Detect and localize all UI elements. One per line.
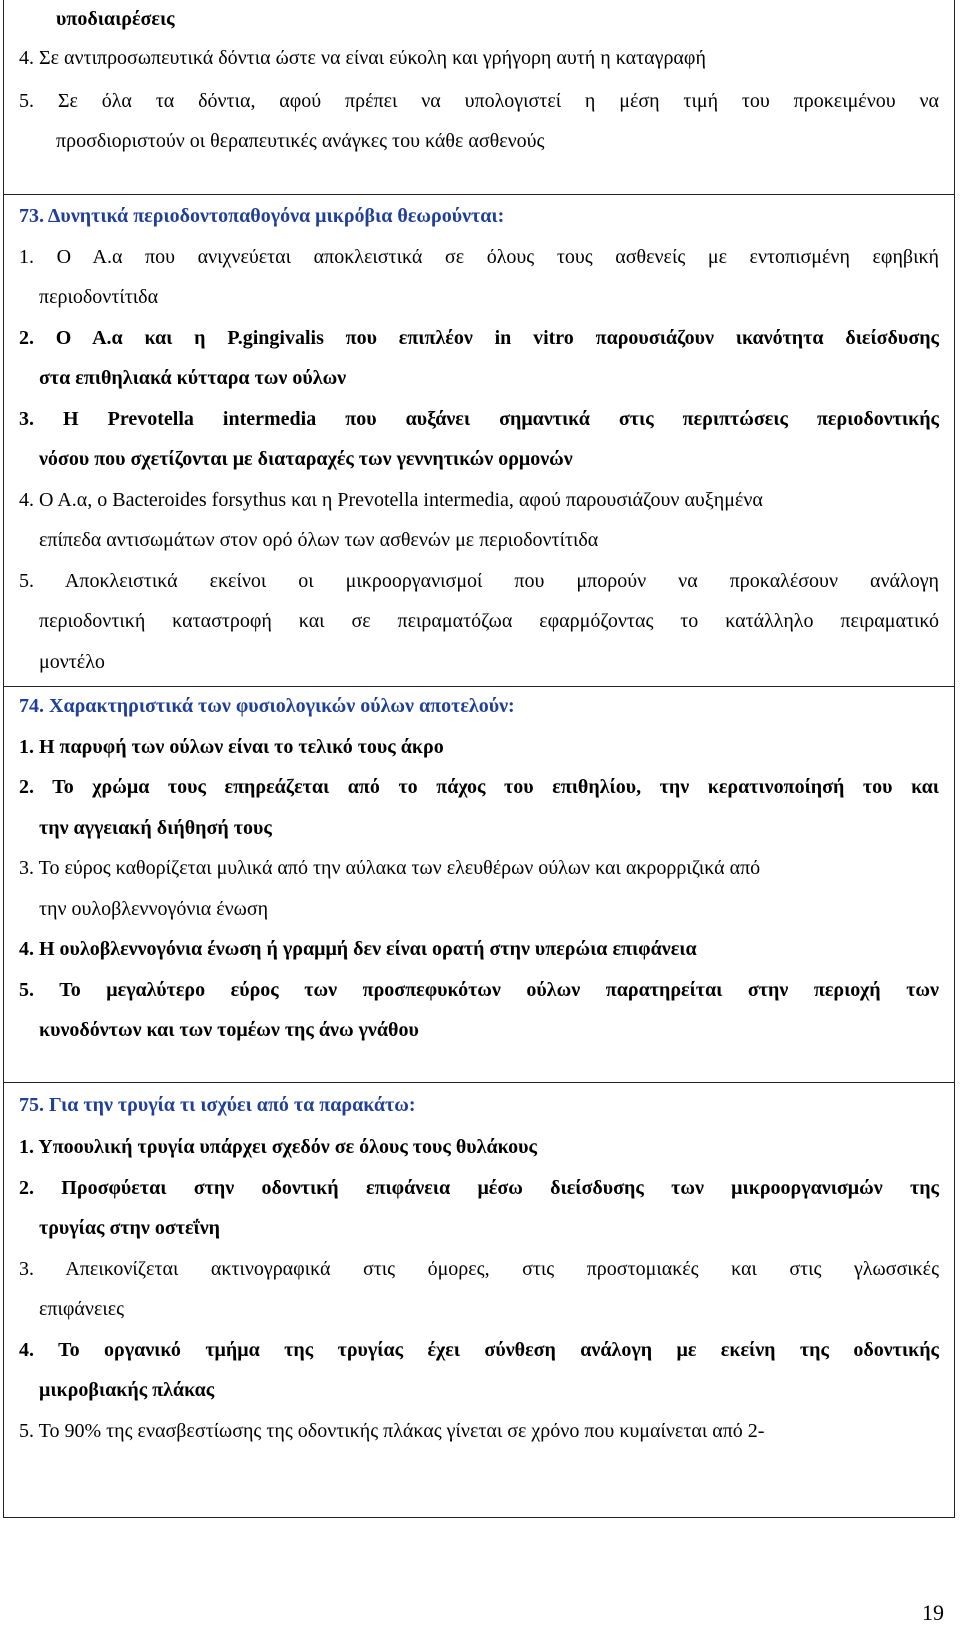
q74-option-5-cont: κυνοδόντων και των τομέων της άνω γνάθου [39, 1019, 419, 1041]
q73-option-2-cont: στα επιθηλιακά κύτταρα των ούλων [39, 367, 347, 389]
q72-line-0: υποδιαιρέσεις [56, 8, 175, 30]
q75-option-3: 3. Απεικονίζεται ακτινογραφικά στις όμορες, στις προστομιακές και στις γλωσσικές [19, 1258, 939, 1280]
q72-option-5: 5. Σε όλα τα δόντια, αφού πρέπει να υπολογιστεί η μέση τιμή του προκειμένου να [19, 90, 939, 112]
question-73 [4, 195, 954, 687]
q75-heading: 75. Για την τρυγία τι ισχύει από τα παρακάτω: [19, 1094, 416, 1116]
q73-option-5-cont: περιοδοντική καταστροφή και σε πειραματόζωα εφαρμόζοντας το κατάλληλο πειραματικό [39, 610, 939, 632]
q73-option-1-cont: περιοδοντίτιδα [39, 286, 159, 308]
q74-option-3-cont: την ουλοβλεννογόνια ένωση [39, 898, 269, 920]
question-74 [4, 687, 954, 1083]
q74-option-4: 4. Η ουλοβλεννογόνια ένωση ή γραμμή δεν είναι ορατή στην υπερώια επιφάνεια [19, 938, 697, 960]
question-table [3, 0, 955, 1518]
q73-option-5: 5. Αποκλειστικά εκείνοι οι μικροοργανισμοί που μπορούν να προκαλέσουν ανάλογη [19, 570, 939, 592]
q73-option-2: 2. Ο Α.α και η P.gingivalis που επιπλέον in vitro παρουσιάζουν ικανότητα διείσδυσης [19, 327, 939, 349]
q73-option-3: 3. Η Prevotella intermedia που αυξάνει σημαντικά στις περιπτώσεις περιοδοντικής [19, 408, 939, 430]
q75-option-4-cont: μικροβιακής πλάκας [39, 1379, 215, 1401]
q74-option-1: 1. Η παρυφή των ούλων είναι το τελικό τους άκρο [19, 736, 444, 758]
q74-heading: 74. Χαρακτηριστικά των φυσιολογικών ούλων αποτελούν: [19, 695, 515, 717]
q73-option-3-cont: νόσου που σχετίζονται με διαταραχές των γεννητικών ορμονών [39, 448, 573, 470]
q73-option-1: 1. Ο Α.α που ανιχνεύεται αποκλειστικά σε όλους τους ασθενείς με εντοπισμένη εφηβική [19, 246, 939, 268]
page-number: 19 [922, 1600, 944, 1625]
q74-option-3: 3. Το εύρος καθορίζεται μυλικά από την αύλακα των ελευθέρων ούλων και ακρορριζικά από [19, 857, 761, 879]
q75-option-3-cont: επιφάνειες [39, 1298, 125, 1320]
question-75 [4, 1083, 954, 1518]
q73-option-4-cont: επίπεδα αντισωμάτων στον ορό όλων των ασθενών με περιοδοντίτιδα [39, 529, 599, 551]
q74-option-2-cont: την αγγειακή διήθησή τους [39, 817, 272, 839]
q75-option-2: 2. Προσφύεται στην οδοντική επιφάνεια μέσω διείσδυσης των μικροοργανισμών της [19, 1177, 939, 1199]
q72-option-5-cont: προσδιοριστούν οι θεραπευτικές ανάγκες του κάθε ασθενούς [56, 130, 545, 152]
q75-option-5: 5. Το 90% της ενασβεστίωσης της οδοντικής πλάκας γίνεται σε χρόνο που κυμαίνεται από 2- [19, 1420, 765, 1442]
q73-option-5-cont-2: μοντέλο [39, 651, 105, 673]
q74-option-5: 5. Το μεγαλύτερο εύρος των προσπεφυκότων ούλων παρατηρείται στην περιοχή των [19, 979, 939, 1001]
q75-option-2-cont: τρυγίας στην οστεΐνη [39, 1217, 220, 1239]
q72-option-4: 4. Σε αντιπροσωπευτικά δόντια ώστε να είναι εύκολη και γρήγορη αυτή η καταγραφή [19, 47, 706, 69]
q75-option-1: 1. Υποουλική τρυγία υπάρχει σχεδόν σε όλους τους θυλάκους [19, 1136, 537, 1158]
q74-option-2: 2. Το χρώμα τους επηρεάζεται από το πάχος του επιθηλίου, την κερατινοποίησή του και [19, 776, 939, 798]
q73-heading: 73. Δυνητικά περιοδοντοπαθογόνα μικρόβια θεωρούνται: [19, 205, 505, 227]
q75-option-4: 4. Το οργανικό τμήμα της τρυγίας έχει σύνθεση ανάλογη με εκείνη της οδοντικής [19, 1339, 939, 1361]
q73-option-4: 4. Ο Α.α, ο Bacteroides forsythus και η Prevotella intermedia, αφού παρουσιάζουν αυξημένα [19, 489, 763, 511]
question-72-tail [4, 0, 954, 195]
